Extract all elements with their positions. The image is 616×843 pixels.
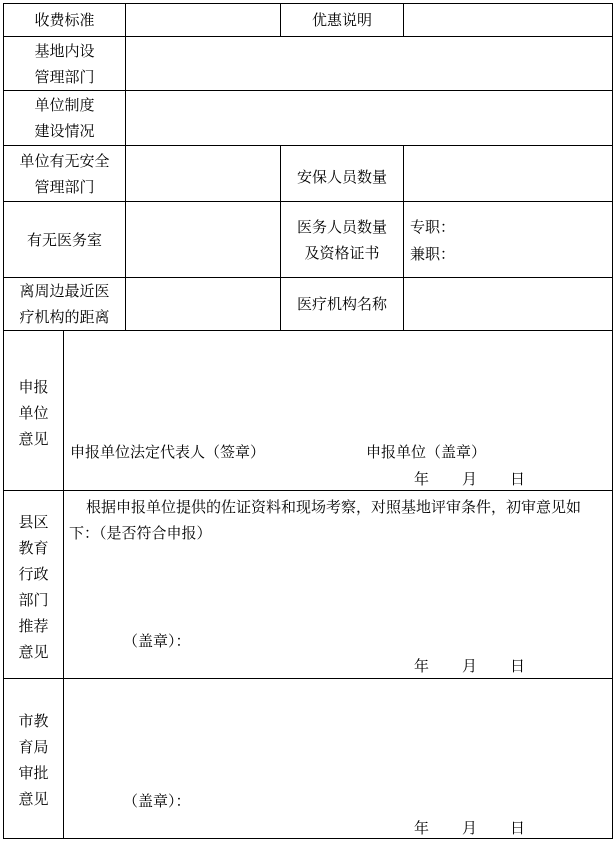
legal-rep-signature: 申报单位法定代表人（签章） — [70, 443, 266, 461]
county-section-label: 县区 教育 行政 部门 推荐 意见 — [18, 512, 49, 661]
applicant-unit-seal: 申报单位（盖章） — [366, 443, 487, 461]
city-date — [414, 817, 525, 839]
clinic-label: 有无医务室 — [26, 230, 102, 249]
county-seal: （盖章）： — [123, 632, 191, 650]
county-opinion-text: 根据申报单位提供的佐证资料和现场考察，对照基地评审条件，初审意见如下：（是否符合申报） — [69, 498, 582, 542]
unit-system-label: 单位制度 建设情况 — [34, 96, 95, 140]
applicant-section-label: 申报 单位 意见 — [18, 378, 49, 448]
rule — [403, 3, 404, 36]
medical-staff-label: 医务人员数量 及资格证书 — [296, 217, 387, 262]
date-month: 月 — [462, 657, 478, 675]
date-year: 年 — [414, 657, 430, 675]
date-year: 年 — [414, 819, 430, 837]
rule — [63, 330, 64, 839]
safety-dept-label: 单位有无安全 管理部门 — [19, 151, 110, 196]
rule — [3, 490, 613, 491]
county-date — [414, 655, 525, 677]
security-count-label: 安保人员数量 — [296, 167, 387, 186]
date-day: 日 — [510, 819, 526, 837]
date-day: 日 — [510, 470, 526, 488]
date-month: 月 — [462, 470, 478, 488]
city-section-label: 市教 育局 审批 意见 — [18, 712, 49, 808]
parttime-label: 兼职： — [410, 245, 456, 263]
rule — [3, 678, 613, 679]
rule — [612, 3, 613, 839]
fulltime-label: 专职： — [410, 218, 456, 236]
date-day: 日 — [510, 657, 526, 675]
date-year: 年 — [414, 470, 430, 488]
fee-standard-label: 收费标准 — [34, 11, 95, 29]
applicant-date — [414, 468, 525, 490]
hospital-name-label: 医疗机构名称 — [296, 295, 387, 313]
discount-desc-label: 优惠说明 — [311, 11, 372, 29]
hospital-distance-label: 离周边最近医 疗机构的距离 — [19, 282, 110, 326]
rule — [125, 3, 126, 330]
base-mgmt-dept-label: 基地内设 管理部门 — [34, 41, 95, 86]
rule — [3, 330, 613, 331]
rule — [403, 145, 404, 330]
city-seal: （盖章）： — [123, 792, 191, 810]
date-month: 月 — [462, 819, 478, 837]
